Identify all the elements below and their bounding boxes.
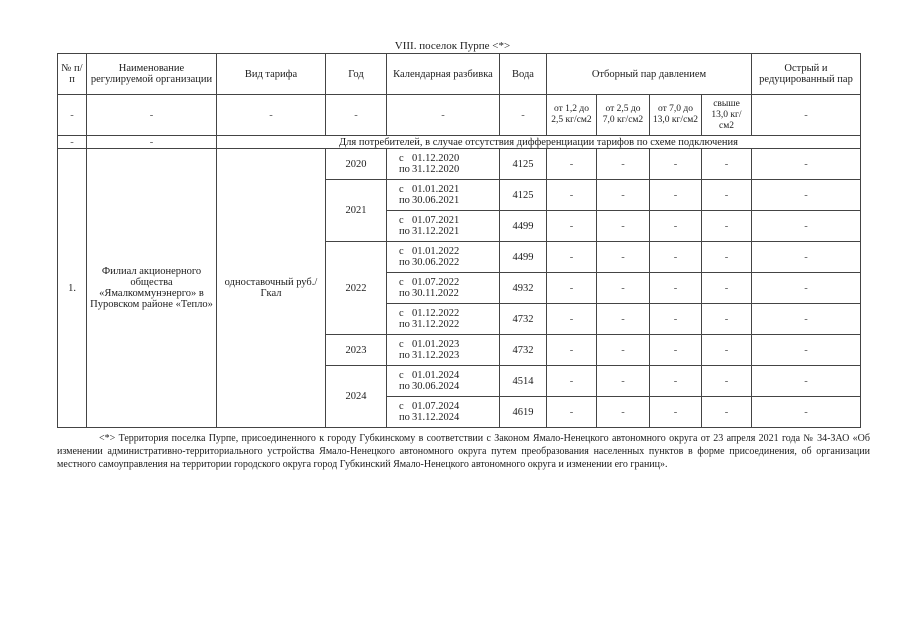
dash-cell: - (87, 136, 217, 149)
dash-cell: - (58, 136, 87, 149)
entry-tariff-type: одноставочный руб./Гкал (217, 149, 326, 428)
dash-cell: - (650, 180, 702, 211)
dash-cell: - (752, 366, 861, 397)
dash-cell: - (597, 335, 650, 366)
period-from (399, 401, 497, 412)
period-from-date: 01.01.2021 (412, 184, 460, 195)
water-value: 4125 (500, 180, 547, 211)
tariff-row (58, 149, 861, 180)
water-value: 4732 (500, 304, 547, 335)
period-to-date: 31.12.2024 (412, 412, 460, 423)
dash-cell: - (597, 149, 650, 180)
period-to-date: 31.12.2022 (412, 319, 460, 330)
dash-cell: - (597, 304, 650, 335)
dash-cell: - (752, 211, 861, 242)
period-cell (387, 304, 500, 335)
header-tariff-type: Вид тарифа (217, 54, 326, 95)
tariff-table (57, 53, 861, 428)
period-from (399, 370, 497, 381)
dash-cell: - (387, 95, 500, 136)
pressure-range-4: свыше 13,0 кг/см2 (702, 95, 752, 136)
period-from (399, 184, 497, 195)
period-from-label: с (399, 153, 404, 164)
dash-cell: - (650, 335, 702, 366)
water-value: 4932 (500, 273, 547, 304)
period-from (399, 215, 497, 226)
period-from-date: 01.12.2022 (412, 308, 460, 319)
period-to-label: по (399, 350, 410, 361)
header-sharp-steam: Острый и редуцированный пар (752, 54, 861, 95)
dash-cell: - (650, 242, 702, 273)
period-from-label: с (399, 308, 404, 319)
pressure-range-3: от 7,0 до 13,0 кг/см2 (650, 95, 702, 136)
period-from-label: с (399, 370, 404, 381)
dash-cell: - (702, 273, 752, 304)
dash-cell: - (547, 242, 597, 273)
period-to (399, 257, 497, 268)
period-to-date: 31.12.2023 (412, 350, 460, 361)
dash-cell: - (500, 95, 547, 136)
period-from-date: 01.01.2022 (412, 246, 460, 257)
period-from-label: с (399, 246, 404, 257)
period-from-date: 01.01.2024 (412, 370, 460, 381)
year-cell: 2021 (326, 180, 387, 242)
period-to (399, 319, 497, 330)
dash-cell: - (702, 242, 752, 273)
dash-cell: - (752, 397, 861, 428)
year-cell: 2022 (326, 242, 387, 335)
period-to (399, 381, 497, 392)
period-from-label: с (399, 215, 404, 226)
period-to-date: 30.06.2024 (412, 381, 460, 392)
dash-cell: - (547, 304, 597, 335)
dash-cell: - (597, 242, 650, 273)
dash-cell: - (547, 397, 597, 428)
dash-cell: - (326, 95, 387, 136)
period-cell (387, 180, 500, 211)
header-period: Календарная разбивка (387, 54, 500, 95)
dash-cell: - (752, 304, 861, 335)
water-value: 4514 (500, 366, 547, 397)
water-value: 4499 (500, 211, 547, 242)
period-to (399, 226, 497, 237)
dash-cell: - (702, 335, 752, 366)
dash-cell: - (752, 95, 861, 136)
period-cell (387, 366, 500, 397)
pressure-range-1: от 1,2 до 2,5 кг/см2 (547, 95, 597, 136)
dash-cell: - (752, 273, 861, 304)
period-to-label: по (399, 381, 410, 392)
dash-cell: - (58, 95, 87, 136)
dash-cell: - (650, 149, 702, 180)
period-to-date: 31.12.2020 (412, 164, 460, 175)
section-title: VIII. поселок Пурпе <*> (394, 40, 511, 52)
dash-cell: - (702, 211, 752, 242)
period-to-label: по (399, 226, 410, 237)
dash-cell: - (752, 242, 861, 273)
dash-cell: - (702, 366, 752, 397)
dash-cell: - (650, 397, 702, 428)
water-value: 4619 (500, 397, 547, 428)
dash-cell: - (597, 366, 650, 397)
period-from-date: 01.12.2020 (412, 153, 460, 164)
period-to (399, 164, 497, 175)
dash-cell: - (597, 273, 650, 304)
water-value: 4125 (500, 149, 547, 180)
subheader-row (58, 95, 861, 136)
period-to (399, 288, 497, 299)
year-cell: 2024 (326, 366, 387, 428)
entry-num: 1. (58, 149, 87, 428)
period-to (399, 195, 497, 206)
dash-cell: - (752, 335, 861, 366)
period-from (399, 246, 497, 257)
tariff-body (58, 149, 861, 428)
dash-cell: - (752, 149, 861, 180)
period-cell (387, 397, 500, 428)
period-cell (387, 242, 500, 273)
dash-cell: - (87, 95, 217, 136)
dash-cell: - (217, 95, 326, 136)
period-to-label: по (399, 412, 410, 423)
period-to-date: 30.06.2021 (412, 195, 460, 206)
period-cell (387, 335, 500, 366)
header-water: Вода (500, 54, 547, 95)
header-year: Год (326, 54, 387, 95)
note-text: Для потребителей, в случае отсутствия дифференциации тарифов по схеме подключения (217, 136, 861, 149)
period-to-label: по (399, 288, 410, 299)
dash-cell: - (597, 211, 650, 242)
period-cell (387, 149, 500, 180)
period-to (399, 350, 497, 361)
footnote: <*> Территория поселка Пурпе, присоединенного к городу Губкинскому в соответствии с Законом Ямало-Ненецкого автономного округа от 23 апреля 2021 года № 34-ЗАО «Об изменении административно-территориального устройства Ямало-Ненецкого автономного округа путем преобразования населенных пунктов в форме присоединения, об организации местного самоуправления на территории городского округа город Губкинский Ямало-Ненецкого автономного округа и изменении его границ». (57, 433, 870, 470)
header-num: № п/п (58, 54, 87, 95)
period-to-label: по (399, 195, 410, 206)
period-to (399, 412, 497, 423)
dash-cell: - (702, 180, 752, 211)
dash-cell: - (597, 397, 650, 428)
dash-cell: - (702, 149, 752, 180)
period-from (399, 153, 497, 164)
water-value: 4499 (500, 242, 547, 273)
header-row (58, 54, 861, 95)
period-from-date: 01.01.2023 (412, 339, 460, 350)
period-cell (387, 273, 500, 304)
period-from-label: с (399, 184, 404, 195)
period-from-date: 01.07.2021 (412, 215, 460, 226)
year-cell: 2023 (326, 335, 387, 366)
period-from-date: 01.07.2022 (412, 277, 460, 288)
period-to-label: по (399, 164, 410, 175)
pressure-range-2: от 2,5 до 7,0 кг/см2 (597, 95, 650, 136)
dash-cell: - (547, 273, 597, 304)
dash-cell: - (547, 211, 597, 242)
period-from-label: с (399, 401, 404, 412)
period-to-label: по (399, 257, 410, 268)
dash-cell: - (702, 397, 752, 428)
dash-cell: - (650, 304, 702, 335)
water-value: 4732 (500, 335, 547, 366)
period-to-label: по (399, 319, 410, 330)
period-from (399, 339, 497, 350)
period-to-date: 31.12.2021 (412, 226, 460, 237)
dash-cell: - (702, 304, 752, 335)
header-steam: Отборный пар давлением (547, 54, 752, 95)
dash-cell: - (650, 273, 702, 304)
dash-cell: - (547, 180, 597, 211)
entry-org: Филиал акционерного общества «Ямалкоммунэнерго» в Пуровском районе «Тепло» (87, 149, 217, 428)
dash-cell: - (547, 149, 597, 180)
period-from (399, 277, 497, 288)
period-from-label: с (399, 339, 404, 350)
dash-cell: - (547, 366, 597, 397)
period-to-date: 30.11.2022 (412, 288, 459, 299)
period-from-date: 01.07.2024 (412, 401, 460, 412)
year-cell: 2020 (326, 149, 387, 180)
period-from-label: с (399, 277, 404, 288)
dash-cell: - (597, 180, 650, 211)
dash-cell: - (650, 211, 702, 242)
dash-cell: - (752, 180, 861, 211)
dash-cell: - (547, 335, 597, 366)
note-row (58, 136, 861, 149)
header-org: Наименование регулируемой организации (87, 54, 217, 95)
period-to-date: 30.06.2022 (412, 257, 460, 268)
period-cell (387, 211, 500, 242)
dash-cell: - (650, 366, 702, 397)
period-from (399, 308, 497, 319)
